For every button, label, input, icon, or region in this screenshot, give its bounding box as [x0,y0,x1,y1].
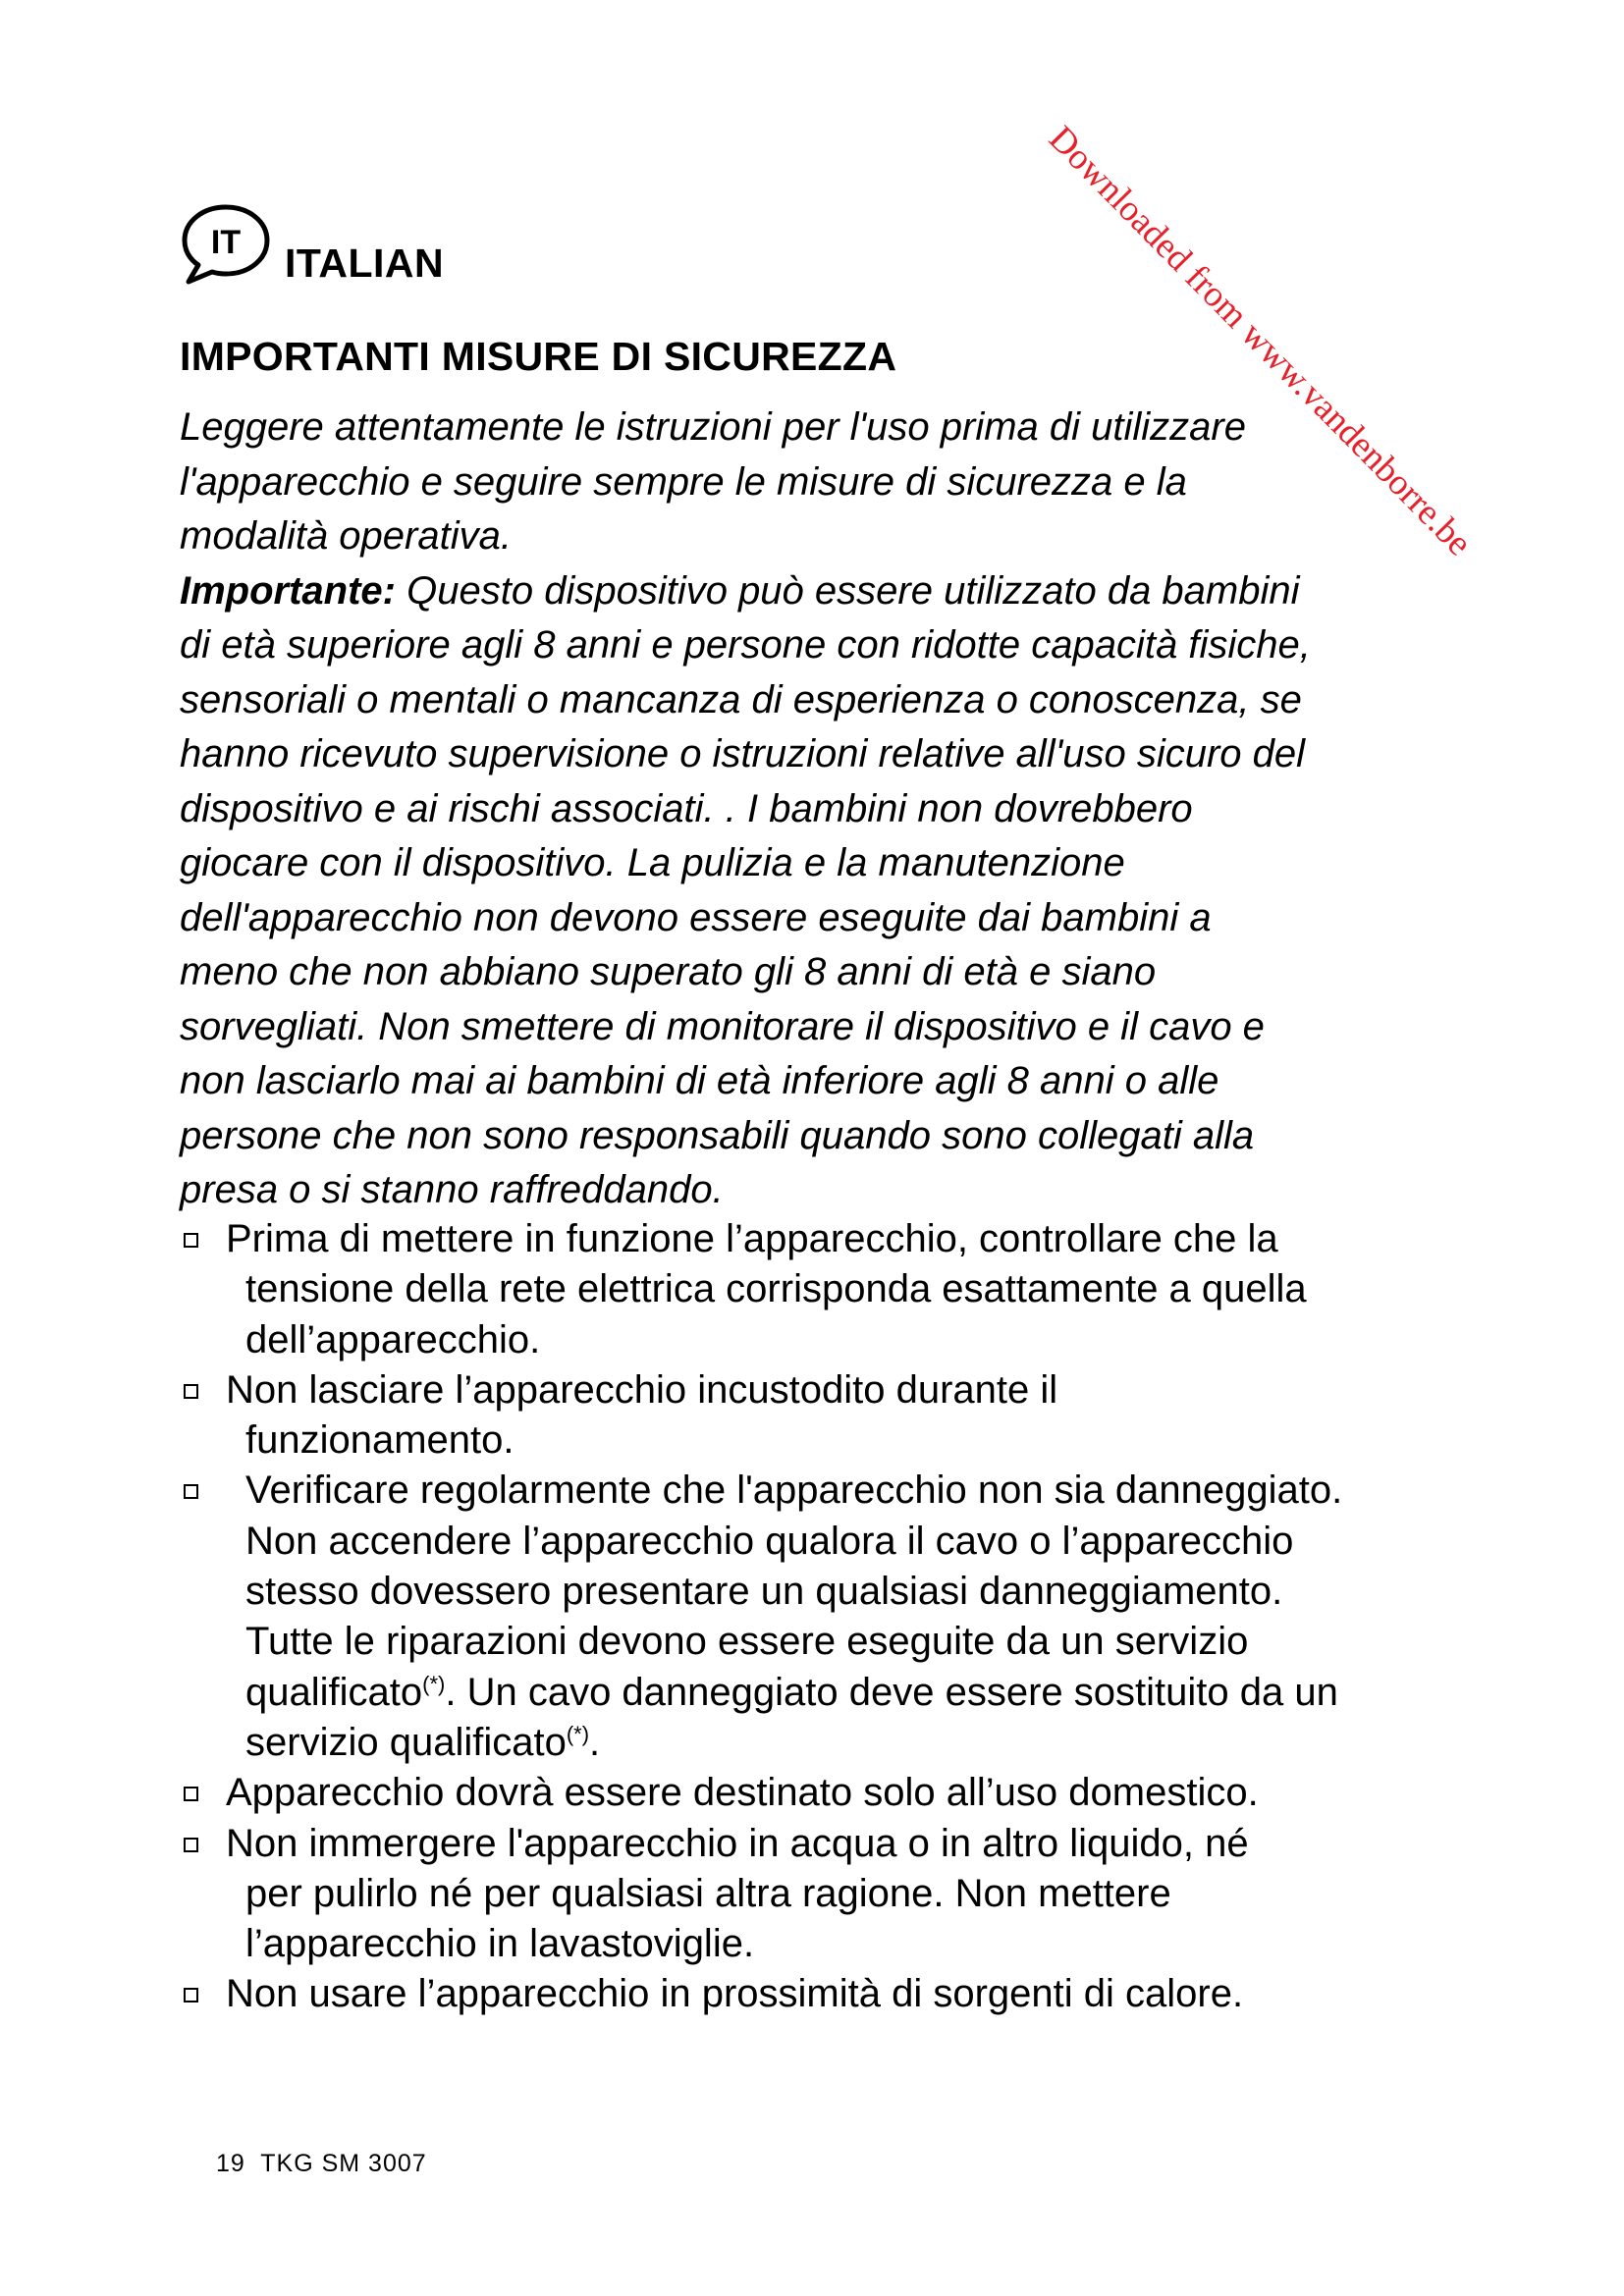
text-line: Leggere attentamente le istruzioni per l'uso prima di utilizzare [180,405,1246,449]
text-line: giocare con il dispositivo. La pulizia e la manutenzione [180,841,1125,884]
text-line: funzionamento. [245,1418,514,1463]
text-line: di età superiore agli 8 anni e persone con ridotte capacità fisiche, [180,623,1311,667]
text-line: per pulirlo né per qualsiasi altra ragione. Non mettere [245,1871,1171,1915]
text-line: hanno ricevuto supervisione o istruzioni relative all'uso sicuro del [180,732,1306,775]
text-line: qualificato [245,1670,423,1714]
text-line: Questo dispositivo può essere utilizzato da bambini [396,568,1300,613]
text-line: Non usare l’apparecchio in prossimità di sorgenti di calore. [226,1972,1244,2016]
list-item [180,1819,1486,1970]
page-title: IMPORTANTI MISURE DI SICUREZZA [180,334,897,379]
text-line: l’apparecchio in lavastoviglie. [245,1922,755,1966]
language-header [177,201,668,299]
list-item [180,1969,1486,2019]
checkbox-bullet-icon [184,1838,198,1852]
page-number: 19 [216,2150,245,2177]
text-line: sensoriali o mentali o mancanza di esperienza o conoscenza, se [180,677,1302,721]
safety-list [180,1214,1486,2020]
page-footer [216,2150,427,2178]
text-line: Apparecchio dovrà essere destinato solo all’uso domestico. [226,1771,1259,1815]
language-title: ITALIAN [285,240,445,286]
speech-bubble-icon [177,201,275,290]
intro-paragraph [180,400,1486,564]
text-line: meno che non abbiano superato gli 8 anni di età e siano [180,950,1157,993]
important-label: Importante: [180,568,396,613]
list-item [180,1768,1486,1818]
text-line: Verificare regolarmente che l'apparecchio non sia danneggiato. [245,1468,1343,1513]
text-line: Prima di mettere in funzione l’apparecchio, controllare che la [226,1217,1278,1260]
list-item [180,1365,1486,1467]
text-line: persone che non sono responsabili quando sono collegati alla [180,1113,1255,1157]
important-paragraph [180,564,1486,1218]
text-line: Non immergere l'apparecchio in acqua o in altro liquido, né [226,1821,1249,1865]
text-line: modalità operativa. [180,514,512,558]
text-line: . Un cavo danneggiato deve essere sostituito da un [445,1670,1338,1714]
text-line: Non accendere l’apparecchio qualora il cavo o l’apparecchio [245,1519,1294,1563]
text-line: servizio qualificato [245,1720,567,1764]
text-line: tensione della rete elettrica corrisponda esattamente a quella [245,1267,1307,1311]
intro-text [180,400,1486,1218]
text-line: l'apparecchio e seguire sempre le misure di sicurezza e la [180,459,1187,504]
text-line: presa o si stanno raffreddando. [180,1168,724,1211]
text-line: sorvegliati. Non smettere di monitorare il dispositivo e il cavo e [180,1004,1265,1048]
text-line: dell'apparecchio non devono essere eseguite dai bambini a [180,895,1212,939]
text-line: stesso dovessero presentare un qualsiasi danneggiamento. [245,1570,1283,1614]
checkbox-bullet-icon [184,1484,198,1499]
text-line: Tutte le riparazioni devono essere eseguite da un servizio [245,1620,1249,1664]
download-watermark: Downloaded from www.vandenborre.be [1041,118,1480,564]
text-line: dell’apparecchio. [245,1317,541,1362]
text-line: dispositivo e ai rischi associati. . I bambini non dovrebbero [180,786,1193,830]
checkbox-bullet-icon [184,1384,198,1399]
list-item [180,1214,1486,1365]
text-line: Non lasciare l’apparecchio incustodito durante il [226,1367,1058,1412]
list-item [180,1466,1486,1768]
text-line: . [589,1720,601,1764]
text-line: non lasciarlo mai ai bambini di età inferiore agli 8 anni o alle [180,1059,1219,1102]
checkbox-bullet-icon [184,1988,198,2002]
checkbox-bullet-icon [184,1233,198,1248]
footnote-mark: (*) [422,1671,446,1696]
model-name: TKG SM 3007 [260,2150,427,2177]
language-badge: IT [210,224,242,261]
checkbox-bullet-icon [184,1787,198,1801]
footnote-mark: (*) [566,1721,590,1746]
